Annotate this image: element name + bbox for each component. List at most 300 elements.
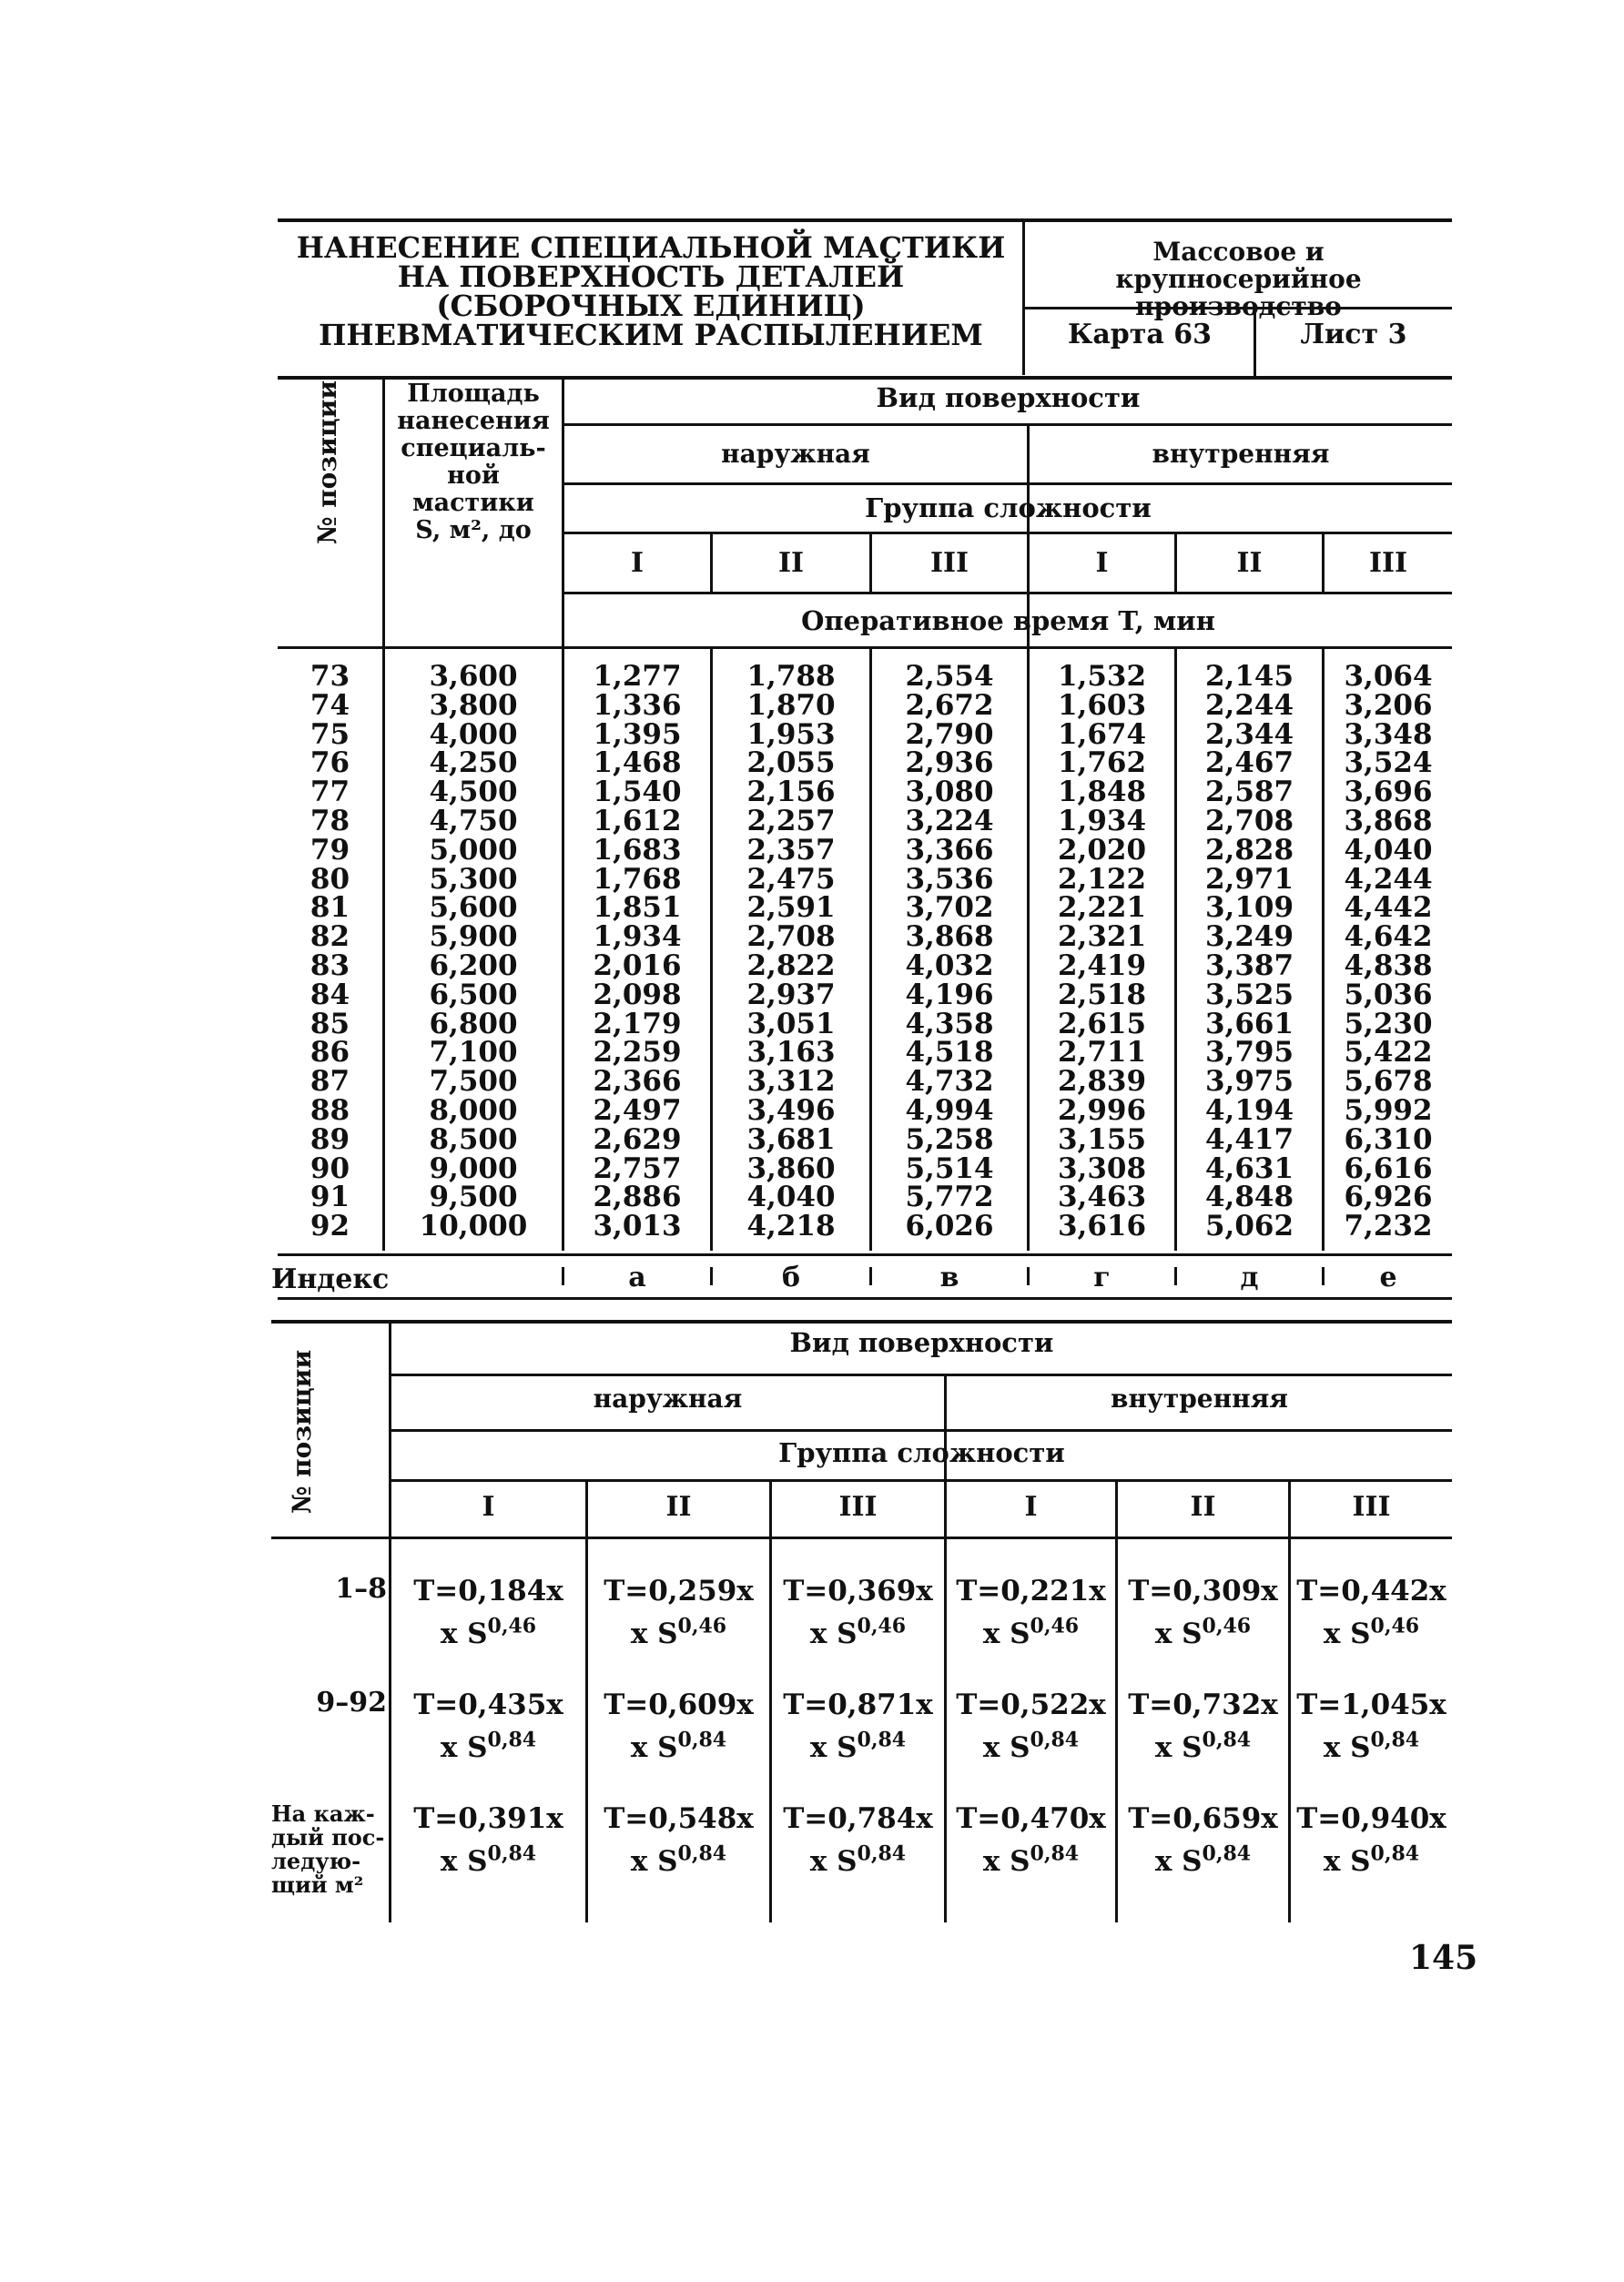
table-cell: 1,277 [593, 660, 682, 693]
formula-cell [1291, 1689, 1452, 1765]
table-cell: 1,468 [593, 746, 682, 780]
formula-exponent: 0,84 [1030, 1728, 1080, 1752]
formula-power [947, 1728, 1115, 1765]
table-cell: 2,419 [1057, 948, 1147, 982]
index-value: г [1093, 1262, 1111, 1293]
formula-power [588, 1841, 769, 1879]
table-cell: 3,975 [1204, 1065, 1294, 1099]
table-cell: 3,681 [746, 1122, 836, 1156]
table-cell: 5,900 [429, 920, 518, 954]
group-header: III [929, 547, 969, 579]
table-cell: 5,036 [1344, 978, 1433, 1011]
area-header-line: ной [447, 461, 500, 490]
table-cell: 3,795 [1204, 1036, 1294, 1070]
formula-s-prefix: x S [440, 1845, 488, 1879]
formula-power [772, 1728, 944, 1765]
formula-power [1118, 1841, 1288, 1879]
formula-row-label: На каж- дый пос- ледую- щий м² [271, 1800, 385, 1898]
table-cell: 1,336 [593, 688, 682, 722]
table-cell: 6,026 [905, 1210, 994, 1243]
time-column-inner-I [1030, 660, 1174, 1243]
table-cell: 3,702 [905, 891, 994, 925]
table-cell: 4,994 [905, 1093, 994, 1127]
table-cell: 2,098 [593, 978, 682, 1011]
table-cell: 6,200 [429, 948, 518, 982]
table-cell: 5,258 [905, 1122, 994, 1156]
table-cell: 4,218 [746, 1210, 836, 1243]
table-cell: 2,259 [593, 1036, 682, 1070]
table-cell: 3,308 [1057, 1151, 1147, 1185]
formula-power [772, 1841, 944, 1879]
group-header-2: II [665, 1491, 692, 1523]
table-cell: 3,366 [905, 833, 994, 867]
formula-power [588, 1614, 769, 1651]
formula-s-prefix: x S [630, 1845, 678, 1879]
table-cell: 6,310 [1344, 1122, 1433, 1156]
formula-coefficient: T=0,184x [413, 1575, 563, 1608]
formula-power [772, 1614, 944, 1651]
table-cell: 5,600 [429, 891, 518, 925]
formula-exponent: 0,84 [1202, 1841, 1252, 1866]
table-cell: 1,762 [1057, 746, 1147, 780]
group-header-2: II [1190, 1491, 1216, 1523]
table-cell: 2,020 [1057, 833, 1147, 867]
table-cell: 3,312 [746, 1065, 836, 1099]
formula-cell [1118, 1689, 1288, 1765]
table1-rule [563, 592, 1452, 594]
table1-header-bottom-rule [278, 646, 1452, 649]
table-cell: 2,839 [1057, 1065, 1147, 1099]
formula-s-prefix: x S [1154, 1618, 1203, 1651]
title-line: (СБОРОЧНЫХ ЕДИНИЦ) [436, 289, 866, 323]
table-cell: 3,524 [1344, 746, 1433, 780]
table-cell: 1,612 [593, 804, 682, 837]
table-cell: 5,772 [905, 1181, 994, 1214]
table-cell: 4,750 [429, 804, 518, 837]
table-cell: 3,163 [746, 1036, 836, 1070]
formula-s-prefix: x S [440, 1731, 488, 1765]
formula-cell [947, 1689, 1115, 1765]
table-cell: 4,000 [429, 717, 518, 751]
formula-power [1291, 1728, 1452, 1765]
formula-cell [391, 1689, 585, 1765]
table-cell: 9,000 [429, 1151, 518, 1185]
table-cell: 2,996 [1057, 1093, 1147, 1127]
formula-coefficient: T=0,470x [956, 1802, 1106, 1835]
formula-cell [588, 1689, 769, 1765]
formula-coefficient: T=0,369x [783, 1575, 933, 1608]
table-cell: 2,156 [746, 776, 836, 809]
table-cell: 3,109 [1204, 891, 1294, 925]
table-cell: 5,678 [1344, 1065, 1433, 1099]
formula-s-prefix: x S [630, 1618, 678, 1651]
table-cell: 1,532 [1057, 660, 1147, 693]
table-cell: 90 [310, 1151, 350, 1185]
table-cell: 2,711 [1057, 1036, 1147, 1070]
table-cell: 2,321 [1057, 920, 1147, 954]
table-cell: 5,230 [1344, 1007, 1433, 1040]
table-cell: 3,013 [593, 1210, 682, 1243]
formula-exponent: 0,84 [487, 1728, 537, 1752]
table-cell: 2,822 [746, 948, 836, 982]
formula-exponent: 0,84 [1202, 1728, 1252, 1752]
table-cell: 2,518 [1057, 978, 1147, 1011]
time-column-outer-I [564, 660, 710, 1243]
table-cell: 3,536 [905, 862, 994, 896]
index-label: Индекс [271, 1263, 390, 1295]
time-column-outer-III [872, 660, 1027, 1243]
time-column-inner-III [1325, 660, 1452, 1243]
formula-exponent: 0,46 [1202, 1614, 1252, 1638]
area-header-line: S, м², до [415, 516, 532, 544]
formula-cell [391, 1802, 585, 1879]
table-cell: 3,224 [905, 804, 994, 837]
formula-coefficient: T=0,435x [413, 1689, 563, 1721]
formula-coefficient: T=0,391x [413, 1802, 563, 1835]
complexity-group-header-2: Группа сложности [778, 1437, 1065, 1468]
formula-exponent: 0,46 [677, 1614, 727, 1638]
table2-top-rule [271, 1320, 1452, 1324]
formula-s-prefix: x S [1154, 1731, 1203, 1765]
group-header-2: III [1352, 1491, 1391, 1523]
card-number: Карта 63 [1068, 319, 1212, 350]
table-cell: 82 [310, 920, 350, 954]
group-header: II [1236, 547, 1263, 579]
table-cell: 81 [310, 891, 350, 925]
table-cell: 74 [310, 688, 350, 722]
table-cell: 1,395 [593, 717, 682, 751]
table-cell: 73 [310, 660, 350, 693]
index-value: б [781, 1262, 800, 1293]
group-header: I [630, 547, 645, 579]
time-column-outer-II [713, 660, 869, 1243]
table-cell: 2,971 [1204, 862, 1294, 896]
operative-time-header: Оперативное время T, мин [801, 605, 1215, 636]
formula-cell [772, 1575, 944, 1651]
formula-s-prefix: x S [982, 1731, 1030, 1765]
area-header-line: Площадь [407, 380, 540, 408]
table-cell: 1,934 [1057, 804, 1147, 837]
table-cell: 2,497 [593, 1093, 682, 1127]
table-cell: 2,055 [746, 746, 836, 780]
table-cell: 2,357 [746, 833, 836, 867]
table2-rule [391, 1479, 1452, 1482]
table-cell: 85 [310, 1007, 350, 1040]
formula-coefficient: T=0,659x [1128, 1802, 1278, 1835]
table-cell: 80 [310, 862, 350, 896]
table1-bottom-rule [278, 1253, 1452, 1256]
table-cell: 2,672 [905, 688, 994, 722]
table-cell: 2,554 [905, 660, 994, 693]
table-cell: 3,249 [1204, 920, 1294, 954]
table-cell: 3,206 [1344, 688, 1433, 722]
index-value: е [1379, 1262, 1397, 1293]
table-cell: 3,868 [1344, 804, 1433, 837]
table-cell: 87 [310, 1065, 350, 1099]
table-cell: 3,051 [746, 1007, 836, 1040]
table-cell: 5,514 [905, 1151, 994, 1185]
table-cell: 8,500 [429, 1122, 518, 1156]
table-cell: 2,179 [593, 1007, 682, 1040]
table-cell: 75 [310, 717, 350, 751]
formula-cell [391, 1575, 585, 1651]
header-top-rule [278, 218, 1452, 222]
surface-type-header: Вид поверхности [876, 382, 1141, 413]
table-cell: 4,848 [1204, 1181, 1294, 1214]
outer-surface-header-2: наружная [593, 1384, 743, 1414]
table-cell: 1,934 [593, 920, 682, 954]
page-number: 145 [1409, 1939, 1478, 1977]
table-cell: 5,422 [1344, 1036, 1433, 1070]
index-value: в [939, 1262, 959, 1293]
table2-rule [391, 1374, 1452, 1376]
table-cell: 2,629 [593, 1122, 682, 1156]
table-cell: 2,828 [1204, 833, 1294, 867]
table-cell: 2,016 [593, 948, 682, 982]
area-header-line: специаль- [401, 434, 546, 462]
table-cell: 3,868 [905, 920, 994, 954]
formula-coefficient: T=0,548x [604, 1802, 754, 1835]
complexity-group-header: Группа сложности [865, 492, 1152, 523]
formula-cell [772, 1689, 944, 1765]
table-cell: 2,257 [746, 804, 836, 837]
time-column-inner-II [1177, 660, 1322, 1243]
table-cell: 10,000 [419, 1210, 528, 1243]
formula-power [947, 1614, 1115, 1651]
table-cell: 7,500 [429, 1065, 518, 1099]
formula-s-prefix: x S [809, 1731, 858, 1765]
group-header: II [777, 547, 805, 579]
area-header-line: мастики [412, 489, 534, 517]
formula-exponent: 0,84 [487, 1841, 537, 1866]
formula-cell [1118, 1575, 1288, 1651]
formula-exponent: 0,84 [857, 1841, 907, 1866]
formula-s-prefix: x S [1323, 1618, 1371, 1651]
table-cell: 1,674 [1057, 717, 1147, 751]
formula-s-prefix: x S [440, 1618, 488, 1651]
formula-exponent: 0,84 [1030, 1841, 1080, 1866]
formula-row-label: 9–92 [316, 1687, 387, 1719]
table-cell: 2,122 [1057, 862, 1147, 896]
table-cell: 1,870 [746, 688, 836, 722]
table-cell: 77 [310, 776, 350, 809]
table-cell: 88 [310, 1093, 350, 1127]
table-cell: 3,348 [1344, 717, 1433, 751]
table-cell: 3,155 [1057, 1122, 1147, 1156]
table-cell: 4,518 [905, 1036, 994, 1070]
formula-cell [588, 1575, 769, 1651]
formula-coefficient: T=0,784x [783, 1802, 933, 1835]
table-cell: 3,696 [1344, 776, 1433, 809]
formula-power [1291, 1614, 1452, 1651]
table1-rule [563, 532, 1452, 534]
table-cell: 2,221 [1057, 891, 1147, 925]
table-cell: 7,100 [429, 1036, 518, 1070]
table-cell: 89 [310, 1122, 350, 1156]
table-cell: 2,244 [1204, 688, 1294, 722]
table-cell: 2,475 [746, 862, 836, 896]
table-cell: 3,080 [905, 776, 994, 809]
formula-coefficient: T=1,045x [1296, 1689, 1446, 1721]
formula-s-prefix: x S [809, 1845, 858, 1879]
formula-cell [772, 1802, 944, 1879]
table-cell: 7,232 [1344, 1210, 1433, 1243]
table-cell: 1,953 [746, 717, 836, 751]
formula-coefficient: T=0,259x [604, 1575, 754, 1608]
table-cell: 3,525 [1204, 978, 1294, 1011]
table-cell: 5,992 [1344, 1093, 1433, 1127]
table-cell: 4,250 [429, 746, 518, 780]
formula-s-prefix: x S [1323, 1731, 1371, 1765]
formula-s-prefix: x S [982, 1618, 1030, 1651]
table-cell: 2,936 [905, 746, 994, 780]
table-cell: 92 [310, 1210, 350, 1243]
formula-cell [947, 1575, 1115, 1651]
table-cell: 76 [310, 746, 350, 780]
title-line: ПНЕВМАТИЧЕСКИМ РАСПЫЛЕНИЕМ [319, 318, 983, 352]
table-cell: 2,344 [1204, 717, 1294, 751]
formula-s-prefix: x S [809, 1618, 858, 1651]
formula-power [1118, 1728, 1288, 1765]
formula-coefficient: T=0,522x [956, 1689, 1106, 1721]
formula-s-prefix: x S [982, 1845, 1030, 1879]
production-type [1027, 238, 1450, 320]
table-cell: 3,463 [1057, 1181, 1147, 1214]
formula-exponent: 0,46 [857, 1614, 907, 1638]
table-cell: 3,800 [429, 688, 518, 722]
formula-coefficient: T=0,732x [1128, 1689, 1278, 1721]
table-cell: 4,838 [1344, 948, 1433, 982]
table-cell: 4,500 [429, 776, 518, 809]
table-cell: 6,616 [1344, 1151, 1433, 1185]
table-cell: 1,851 [593, 891, 682, 925]
table-cell: 4,642 [1344, 920, 1433, 954]
table-cell: 2,366 [593, 1065, 682, 1099]
table-cell: 3,600 [429, 660, 518, 693]
sheet-number: Лист 3 [1300, 319, 1407, 350]
formula-cell [1118, 1802, 1288, 1879]
table-cell: 4,631 [1204, 1151, 1294, 1185]
table-cell: 91 [310, 1181, 350, 1214]
table-cell: 86 [310, 1036, 350, 1070]
table-cell: 3,387 [1204, 948, 1294, 982]
position-number-header-2: № позиции [287, 1349, 317, 1515]
table-cell: 78 [310, 804, 350, 837]
table-cell: 1,540 [593, 776, 682, 809]
table-cell: 2,886 [593, 1181, 682, 1214]
table-cell: 83 [310, 948, 350, 982]
table-cell: 2,757 [593, 1151, 682, 1185]
area-header-line: нанесения [397, 407, 550, 435]
production-line: Массовое и крупносерийное [1115, 237, 1362, 294]
positions-column [278, 660, 382, 1243]
formula-coefficient: T=0,609x [604, 1689, 754, 1721]
table-cell: 8,000 [429, 1093, 518, 1127]
formula-coefficient: T=0,871x [783, 1689, 933, 1721]
formula-exponent: 0,84 [677, 1728, 727, 1752]
table-cell: 3,496 [746, 1093, 836, 1127]
table-cell: 5,062 [1204, 1210, 1294, 1243]
formula-coefficient: T=0,442x [1296, 1575, 1446, 1608]
table-cell: 2,145 [1204, 660, 1294, 693]
table-cell: 2,615 [1057, 1007, 1147, 1040]
formula-power [391, 1614, 585, 1651]
table-cell: 1,848 [1057, 776, 1147, 809]
group-header-2: III [838, 1491, 878, 1523]
table-cell: 4,040 [746, 1181, 836, 1214]
position-number-header: № позиции [312, 380, 342, 545]
formula-row-label: 1–8 [335, 1573, 387, 1605]
formula-exponent: 0,84 [1370, 1841, 1420, 1866]
table-cell: 4,040 [1344, 833, 1433, 867]
formula-exponent: 0,46 [1370, 1614, 1420, 1638]
group-header-2: I [482, 1491, 495, 1523]
formula-exponent: 0,84 [857, 1728, 907, 1752]
table-cell: 1,683 [593, 833, 682, 867]
formula-power [588, 1728, 769, 1765]
table-cell: 4,358 [905, 1007, 994, 1040]
table-cell: 2,937 [746, 978, 836, 1011]
table-cell: 4,417 [1204, 1122, 1294, 1156]
table-cell: 2,708 [746, 920, 836, 954]
formula-exponent: 0,46 [1030, 1614, 1080, 1638]
title-line: НА ПОВЕРХНОСТЬ ДЕТАЛЕЙ [397, 259, 905, 294]
table-cell: 3,616 [1057, 1210, 1147, 1243]
table-cell: 3,064 [1344, 660, 1433, 693]
table-cell: 2,467 [1204, 746, 1294, 780]
formula-power [391, 1841, 585, 1879]
group-header: III [1368, 547, 1408, 579]
formula-s-prefix: x S [1323, 1845, 1371, 1879]
outer-surface-header: наружная [721, 439, 870, 469]
table-cell: 4,244 [1344, 862, 1433, 896]
table-cell: 4,196 [905, 978, 994, 1011]
table-cell: 4,732 [905, 1065, 994, 1099]
group-header: I [1095, 547, 1109, 579]
formula-cell [1291, 1802, 1452, 1879]
index-value: д [1240, 1262, 1259, 1293]
formula-cell [588, 1802, 769, 1879]
table-cell: 6,500 [429, 978, 518, 1011]
area-header [386, 380, 561, 544]
table-cell: 1,768 [593, 862, 682, 896]
formula-coefficient: T=0,940x [1296, 1802, 1446, 1835]
table-cell: 2,708 [1204, 804, 1294, 837]
table-cell: 3,860 [746, 1151, 836, 1185]
table-cell: 1,788 [746, 660, 836, 693]
page-title [282, 230, 1020, 352]
formula-power [391, 1728, 585, 1765]
formula-s-prefix: x S [630, 1731, 678, 1765]
header-divider [1022, 220, 1025, 375]
table-cell: 79 [310, 833, 350, 867]
formula-cell [947, 1802, 1115, 1879]
formula-exponent: 0,84 [1370, 1728, 1420, 1752]
table-cell: 4,442 [1344, 891, 1433, 925]
table1-rule [563, 482, 1452, 485]
table1-rule [563, 423, 1452, 426]
formula-power [1118, 1614, 1288, 1651]
table2-header-bottom-rule [271, 1537, 1452, 1539]
index-row-rule [278, 1297, 1452, 1300]
surface-type-header-2: Вид поверхности [789, 1327, 1054, 1358]
table-cell: 2,591 [746, 891, 836, 925]
formula-coefficient: T=0,221x [956, 1575, 1106, 1608]
table-cell: 2,587 [1204, 776, 1294, 809]
formula-cell [1291, 1575, 1452, 1651]
table-cell: 5,000 [429, 833, 518, 867]
formula-power [947, 1841, 1115, 1879]
